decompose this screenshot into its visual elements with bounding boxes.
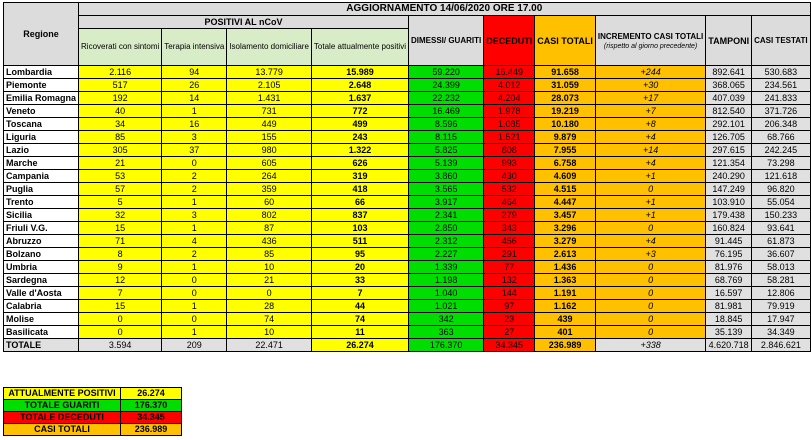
cell-dimessi: 1.021 bbox=[408, 300, 483, 313]
cell-terapia: 1 bbox=[162, 326, 227, 339]
table-row bbox=[4, 261, 811, 274]
cell-incremento: +8 bbox=[595, 118, 705, 131]
cell-deceduti: 430 bbox=[484, 170, 535, 183]
cell-ricoverati: 85 bbox=[79, 131, 162, 144]
cell-terapia: 2 bbox=[162, 170, 227, 183]
cell-casi-totali: 4.447 bbox=[535, 196, 596, 209]
region-name: Lazio bbox=[4, 144, 79, 157]
region-name: Valle d'Aosta bbox=[4, 287, 79, 300]
cell-isolamento: 449 bbox=[227, 118, 312, 131]
cell-incremento: +4 bbox=[595, 131, 705, 144]
cell-deceduti: 1.085 bbox=[484, 118, 535, 131]
cell-casi-testati: 150.233 bbox=[752, 209, 810, 222]
cell-deceduti: 279 bbox=[484, 209, 535, 222]
header-incremento-note: (rispetto al giorno precedente) bbox=[603, 42, 698, 50]
table-row bbox=[4, 131, 811, 144]
summary-value: 26.274 bbox=[121, 388, 182, 400]
cell-incremento: +1 bbox=[595, 209, 705, 222]
table-row bbox=[4, 274, 811, 287]
cell-terapia: 3 bbox=[162, 131, 227, 144]
cell-totale-positivi: 837 bbox=[311, 209, 408, 222]
cell-tamponi: 126.705 bbox=[706, 131, 752, 144]
cell-ricoverati: 305 bbox=[79, 144, 162, 157]
summary-value: 236.989 bbox=[121, 424, 182, 436]
cell-isolamento: 87 bbox=[227, 222, 312, 235]
cell-tamponi: 147.249 bbox=[706, 183, 752, 196]
cell-incremento: 0 bbox=[595, 222, 705, 235]
cell-terapia: 0 bbox=[162, 157, 227, 170]
cell-totale-positivi: 7 bbox=[311, 287, 408, 300]
cell-dimessi: 1.040 bbox=[408, 287, 483, 300]
header-dimessi: DIMESSI/ GUARITI bbox=[408, 16, 483, 66]
table-row bbox=[4, 157, 811, 170]
cell-casi-totali: 1.191 bbox=[535, 287, 596, 300]
cell-incremento: 0 bbox=[595, 326, 705, 339]
cell-tamponi: 297.615 bbox=[706, 144, 752, 157]
cell-deceduti: 144 bbox=[484, 287, 535, 300]
cell-casi-testati: 241.833 bbox=[752, 92, 810, 105]
cell-terapia: 1 bbox=[162, 300, 227, 313]
cell-casi-testati: 206.348 bbox=[752, 118, 810, 131]
cell-dimessi: 8.115 bbox=[408, 131, 483, 144]
table-row bbox=[4, 66, 811, 79]
cell-ricoverati: 12 bbox=[79, 274, 162, 287]
cell-isolamento: 60 bbox=[227, 196, 312, 209]
cell-ricoverati: 57 bbox=[79, 183, 162, 196]
cell-casi-totali: 1.436 bbox=[535, 261, 596, 274]
region-name: Emilia Romagna bbox=[4, 92, 79, 105]
header-incremento-label: INCREMENTO CASI TOTALI bbox=[597, 31, 704, 41]
header-ricoverati: Ricoverati con sintomi bbox=[79, 29, 162, 66]
cell-casi-totali: 2.613 bbox=[535, 248, 596, 261]
cell-dimessi: 59.220 bbox=[408, 66, 483, 79]
cell-incremento: +3 bbox=[595, 248, 705, 261]
cell-incremento: +1 bbox=[595, 196, 705, 209]
cell-casi-testati: 121.618 bbox=[752, 170, 810, 183]
cell-isolamento: 21 bbox=[227, 274, 312, 287]
totals-label: TOTALE bbox=[4, 339, 79, 352]
cell-casi-totali: 3.457 bbox=[535, 209, 596, 222]
cell-ricoverati: 34 bbox=[79, 118, 162, 131]
cell-totale-positivi: 95 bbox=[311, 248, 408, 261]
totals-row bbox=[4, 339, 811, 352]
cell-totale-positivi: 20 bbox=[311, 261, 408, 274]
cell-tamponi: 18.845 bbox=[706, 313, 752, 326]
table-row bbox=[4, 287, 811, 300]
header-isolamento: Isolamento domiciliare bbox=[227, 29, 312, 66]
cell-totale-positivi: 44 bbox=[311, 300, 408, 313]
cell-casi-totali: 19.219 bbox=[535, 105, 596, 118]
cell-isolamento: 1.431 bbox=[227, 92, 312, 105]
cell-ricoverati: 32 bbox=[79, 209, 162, 222]
cell-deceduti: 808 bbox=[484, 144, 535, 157]
cell-terapia: 37 bbox=[162, 144, 227, 157]
cell-totale-positivi: 11 bbox=[311, 326, 408, 339]
cell-deceduti: 1.521 bbox=[484, 131, 535, 144]
cell-terapia: 1 bbox=[162, 196, 227, 209]
cell-dimessi: 16.469 bbox=[408, 105, 483, 118]
cell-casi-totali: 3.279 bbox=[535, 235, 596, 248]
cell-deceduti: 97 bbox=[484, 300, 535, 313]
region-name: Liguria bbox=[4, 131, 79, 144]
totals-dimessi: 176.370 bbox=[408, 339, 483, 352]
cell-tamponi: 368.065 bbox=[706, 79, 752, 92]
cell-terapia: 1 bbox=[162, 105, 227, 118]
summary-value: 34.345 bbox=[121, 412, 182, 424]
region-name: Puglia bbox=[4, 183, 79, 196]
table-row bbox=[4, 248, 811, 261]
table-row bbox=[4, 79, 811, 92]
cell-casi-testati: 36.607 bbox=[752, 248, 810, 261]
cell-dimessi: 22.232 bbox=[408, 92, 483, 105]
cell-dimessi: 1.198 bbox=[408, 274, 483, 287]
region-name: Umbria bbox=[4, 261, 79, 274]
cell-totale-positivi: 772 bbox=[311, 105, 408, 118]
table-row bbox=[4, 196, 811, 209]
cell-deceduti: 532 bbox=[484, 183, 535, 196]
region-name: Marche bbox=[4, 157, 79, 170]
table-row bbox=[4, 144, 811, 157]
summary-row bbox=[4, 400, 182, 412]
cell-totale-positivi: 66 bbox=[311, 196, 408, 209]
cell-casi-totali: 91.658 bbox=[535, 66, 596, 79]
cell-casi-totali: 7.955 bbox=[535, 144, 596, 157]
cell-tamponi: 81.981 bbox=[706, 300, 752, 313]
region-name: Piemonte bbox=[4, 79, 79, 92]
cell-incremento: 0 bbox=[595, 261, 705, 274]
cell-totale-positivi: 33 bbox=[311, 274, 408, 287]
cell-dimessi: 2.312 bbox=[408, 235, 483, 248]
cell-casi-totali: 6.758 bbox=[535, 157, 596, 170]
cell-isolamento: 2.105 bbox=[227, 79, 312, 92]
header-totale-positivi: Totale attualmente positivi bbox=[311, 29, 408, 66]
cell-totale-positivi: 319 bbox=[311, 170, 408, 183]
cell-casi-testati: 96.820 bbox=[752, 183, 810, 196]
cell-totale-positivi: 103 bbox=[311, 222, 408, 235]
cell-deceduti: 993 bbox=[484, 157, 535, 170]
cell-incremento: 0 bbox=[595, 300, 705, 313]
cell-tamponi: 81.976 bbox=[706, 261, 752, 274]
cell-terapia: 16 bbox=[162, 118, 227, 131]
cell-dimessi: 2.850 bbox=[408, 222, 483, 235]
cell-casi-testati: 55.054 bbox=[752, 196, 810, 209]
cell-ricoverati: 15 bbox=[79, 300, 162, 313]
cell-casi-totali: 4.609 bbox=[535, 170, 596, 183]
cell-isolamento: 155 bbox=[227, 131, 312, 144]
cell-dimessi: 24.399 bbox=[408, 79, 483, 92]
cell-casi-testati: 17.947 bbox=[752, 313, 810, 326]
cell-incremento: +4 bbox=[595, 235, 705, 248]
totals-testati: 2.846.621 bbox=[752, 339, 810, 352]
cell-incremento: +1 bbox=[595, 170, 705, 183]
region-name: Trento bbox=[4, 196, 79, 209]
cell-dimessi: 2.227 bbox=[408, 248, 483, 261]
cell-terapia: 94 bbox=[162, 66, 227, 79]
cell-dimessi: 2.341 bbox=[408, 209, 483, 222]
cell-casi-totali: 4.515 bbox=[535, 183, 596, 196]
cell-dimessi: 5.825 bbox=[408, 144, 483, 157]
cell-terapia: 1 bbox=[162, 222, 227, 235]
cell-totale-positivi: 2.648 bbox=[311, 79, 408, 92]
table-row bbox=[4, 118, 811, 131]
cell-casi-testati: 93.641 bbox=[752, 222, 810, 235]
cell-incremento: 0 bbox=[595, 287, 705, 300]
cell-ricoverati: 71 bbox=[79, 235, 162, 248]
cell-totale-positivi: 15.989 bbox=[311, 66, 408, 79]
cell-isolamento: 359 bbox=[227, 183, 312, 196]
cell-terapia: 4 bbox=[162, 235, 227, 248]
cell-tamponi: 812.540 bbox=[706, 105, 752, 118]
totals-isolamento: 22.471 bbox=[227, 339, 312, 352]
cell-casi-testati: 371.726 bbox=[752, 105, 810, 118]
cell-casi-testati: 61.873 bbox=[752, 235, 810, 248]
cell-isolamento: 10 bbox=[227, 326, 312, 339]
cell-isolamento: 0 bbox=[227, 287, 312, 300]
cell-terapia: 2 bbox=[162, 183, 227, 196]
table-row bbox=[4, 235, 811, 248]
header-incremento bbox=[595, 16, 705, 66]
cell-ricoverati: 21 bbox=[79, 157, 162, 170]
cell-deceduti: 132 bbox=[484, 274, 535, 287]
cell-ricoverati: 0 bbox=[79, 313, 162, 326]
header-casi-totali: CASI TOTALI bbox=[535, 16, 596, 66]
cell-casi-testati: 73.298 bbox=[752, 157, 810, 170]
header-regione: Regione bbox=[4, 3, 79, 66]
cell-tamponi: 35.139 bbox=[706, 326, 752, 339]
cell-dimessi: 363 bbox=[408, 326, 483, 339]
table-row bbox=[4, 92, 811, 105]
cell-tamponi: 103.910 bbox=[706, 196, 752, 209]
cell-deceduti: 4.012 bbox=[484, 79, 535, 92]
cell-casi-testati: 34.349 bbox=[752, 326, 810, 339]
summary-row bbox=[4, 424, 182, 436]
cell-ricoverati: 8 bbox=[79, 248, 162, 261]
region-name: Toscana bbox=[4, 118, 79, 131]
cell-isolamento: 10 bbox=[227, 261, 312, 274]
header-terapia: Terapia intensiva bbox=[162, 29, 227, 66]
cell-terapia: 3 bbox=[162, 209, 227, 222]
cell-casi-testati: 12.806 bbox=[752, 287, 810, 300]
cell-casi-testati: 242.245 bbox=[752, 144, 810, 157]
cell-deceduti: 4.204 bbox=[484, 92, 535, 105]
cell-ricoverati: 2.116 bbox=[79, 66, 162, 79]
totals-casi: 236.989 bbox=[535, 339, 596, 352]
cell-deceduti: 16.449 bbox=[484, 66, 535, 79]
region-name: Basilicata bbox=[4, 326, 79, 339]
header-positivi: POSITIVI AL nCoV bbox=[79, 16, 409, 29]
cell-ricoverati: 5 bbox=[79, 196, 162, 209]
table-row bbox=[4, 105, 811, 118]
cell-deceduti: 456 bbox=[484, 235, 535, 248]
table-row bbox=[4, 326, 811, 339]
cell-terapia: 0 bbox=[162, 274, 227, 287]
cell-isolamento: 28 bbox=[227, 300, 312, 313]
cell-isolamento: 85 bbox=[227, 248, 312, 261]
cell-casi-totali: 3.296 bbox=[535, 222, 596, 235]
cell-tamponi: 121.354 bbox=[706, 157, 752, 170]
cell-deceduti: 27 bbox=[484, 326, 535, 339]
covid-report-table bbox=[3, 2, 811, 352]
cell-deceduti: 343 bbox=[484, 222, 535, 235]
summary-table bbox=[3, 387, 182, 436]
region-name: Friuli V.G. bbox=[4, 222, 79, 235]
cell-tamponi: 160.824 bbox=[706, 222, 752, 235]
header-casi-testati: CASI TESTATI bbox=[752, 16, 810, 66]
table-row bbox=[4, 300, 811, 313]
cell-ricoverati: 9 bbox=[79, 261, 162, 274]
region-name: Bolzano bbox=[4, 248, 79, 261]
cell-totale-positivi: 1.637 bbox=[311, 92, 408, 105]
cell-casi-testati: 79.919 bbox=[752, 300, 810, 313]
summary-label: CASI TOTALI bbox=[4, 424, 121, 436]
cell-ricoverati: 53 bbox=[79, 170, 162, 183]
summary-row bbox=[4, 388, 182, 400]
cell-casi-testati: 530.683 bbox=[752, 66, 810, 79]
cell-dimessi: 342 bbox=[408, 313, 483, 326]
cell-tamponi: 892.641 bbox=[706, 66, 752, 79]
cell-casi-totali: 401 bbox=[535, 326, 596, 339]
cell-tamponi: 407.039 bbox=[706, 92, 752, 105]
cell-totale-positivi: 511 bbox=[311, 235, 408, 248]
cell-isolamento: 731 bbox=[227, 105, 312, 118]
table-row bbox=[4, 313, 811, 326]
cell-tamponi: 179.438 bbox=[706, 209, 752, 222]
cell-casi-totali: 1.363 bbox=[535, 274, 596, 287]
cell-deceduti: 464 bbox=[484, 196, 535, 209]
totals-ricoverati: 3.594 bbox=[79, 339, 162, 352]
cell-totale-positivi: 74 bbox=[311, 313, 408, 326]
cell-deceduti: 291 bbox=[484, 248, 535, 261]
cell-incremento: +244 bbox=[595, 66, 705, 79]
cell-terapia: 2 bbox=[162, 248, 227, 261]
cell-isolamento: 264 bbox=[227, 170, 312, 183]
cell-tamponi: 16.597 bbox=[706, 287, 752, 300]
summary-row bbox=[4, 412, 182, 424]
cell-isolamento: 436 bbox=[227, 235, 312, 248]
cell-incremento: +7 bbox=[595, 105, 705, 118]
region-name: Calabria bbox=[4, 300, 79, 313]
cell-dimessi: 8.596 bbox=[408, 118, 483, 131]
cell-totale-positivi: 243 bbox=[311, 131, 408, 144]
cell-isolamento: 802 bbox=[227, 209, 312, 222]
cell-casi-testati: 234.561 bbox=[752, 79, 810, 92]
regions-body bbox=[4, 66, 811, 339]
summary-label: TOTALE GUARITI bbox=[4, 400, 121, 412]
cell-deceduti: 23 bbox=[484, 313, 535, 326]
cell-tamponi: 91.445 bbox=[706, 235, 752, 248]
cell-dimessi: 5.139 bbox=[408, 157, 483, 170]
table-row bbox=[4, 209, 811, 222]
summary-body bbox=[4, 388, 182, 436]
cell-dimessi: 1.339 bbox=[408, 261, 483, 274]
cell-totale-positivi: 1.322 bbox=[311, 144, 408, 157]
totals-tamponi: 4.620.718 bbox=[706, 339, 752, 352]
summary-value: 176.370 bbox=[121, 400, 182, 412]
cell-incremento: 0 bbox=[595, 313, 705, 326]
summary-label: ATTUALMENTE POSITIVI bbox=[4, 388, 121, 400]
region-name: Veneto bbox=[4, 105, 79, 118]
cell-dimessi: 3.860 bbox=[408, 170, 483, 183]
cell-isolamento: 74 bbox=[227, 313, 312, 326]
cell-incremento: +4 bbox=[595, 157, 705, 170]
cell-casi-testati: 58.013 bbox=[752, 261, 810, 274]
cell-totale-positivi: 499 bbox=[311, 118, 408, 131]
totals-totale: 26.274 bbox=[311, 339, 408, 352]
cell-incremento: +17 bbox=[595, 92, 705, 105]
cell-tamponi: 292.101 bbox=[706, 118, 752, 131]
cell-casi-totali: 28.073 bbox=[535, 92, 596, 105]
summary-label: TOTALE DECEDUTI bbox=[4, 412, 121, 424]
cell-isolamento: 13.779 bbox=[227, 66, 312, 79]
cell-terapia: 1 bbox=[162, 261, 227, 274]
cell-ricoverati: 0 bbox=[79, 326, 162, 339]
cell-casi-testati: 68.766 bbox=[752, 131, 810, 144]
cell-ricoverati: 15 bbox=[79, 222, 162, 235]
totals-terapia: 209 bbox=[162, 339, 227, 352]
cell-deceduti: 77 bbox=[484, 261, 535, 274]
cell-terapia: 14 bbox=[162, 92, 227, 105]
cell-terapia: 0 bbox=[162, 313, 227, 326]
cell-tamponi: 240.290 bbox=[706, 170, 752, 183]
totals-incremento: +338 bbox=[595, 339, 705, 352]
cell-ricoverati: 517 bbox=[79, 79, 162, 92]
cell-terapia: 0 bbox=[162, 287, 227, 300]
totals-deceduti: 34.345 bbox=[484, 339, 535, 352]
table-row bbox=[4, 183, 811, 196]
report-title: AGGIORNAMENTO 14/06/2020 ORE 17.00 bbox=[79, 3, 811, 16]
cell-isolamento: 605 bbox=[227, 157, 312, 170]
region-name: Sicilia bbox=[4, 209, 79, 222]
cell-casi-totali: 1.162 bbox=[535, 300, 596, 313]
region-name: Abruzzo bbox=[4, 235, 79, 248]
cell-casi-totali: 31.059 bbox=[535, 79, 596, 92]
cell-deceduti: 1.978 bbox=[484, 105, 535, 118]
cell-ricoverati: 40 bbox=[79, 105, 162, 118]
cell-casi-totali: 439 bbox=[535, 313, 596, 326]
cell-casi-totali: 9.879 bbox=[535, 131, 596, 144]
cell-ricoverati: 7 bbox=[79, 287, 162, 300]
cell-incremento: 0 bbox=[595, 274, 705, 287]
cell-incremento: +14 bbox=[595, 144, 705, 157]
header-deceduti: DECEDUTI bbox=[484, 16, 535, 66]
cell-isolamento: 980 bbox=[227, 144, 312, 157]
region-name: Lombardia bbox=[4, 66, 79, 79]
region-name: Campania bbox=[4, 170, 79, 183]
table-row bbox=[4, 170, 811, 183]
cell-dimessi: 3.917 bbox=[408, 196, 483, 209]
cell-incremento: 0 bbox=[595, 183, 705, 196]
table-row bbox=[4, 222, 811, 235]
cell-dimessi: 3.565 bbox=[408, 183, 483, 196]
region-name: Molise bbox=[4, 313, 79, 326]
cell-casi-testati: 58.281 bbox=[752, 274, 810, 287]
cell-casi-totali: 10.180 bbox=[535, 118, 596, 131]
cell-tamponi: 68.769 bbox=[706, 274, 752, 287]
cell-tamponi: 76.195 bbox=[706, 248, 752, 261]
cell-terapia: 26 bbox=[162, 79, 227, 92]
region-name: Sardegna bbox=[4, 274, 79, 287]
cell-ricoverati: 192 bbox=[79, 92, 162, 105]
cell-incremento: +30 bbox=[595, 79, 705, 92]
cell-totale-positivi: 418 bbox=[311, 183, 408, 196]
header-tamponi: TAMPONI bbox=[706, 16, 752, 66]
cell-totale-positivi: 626 bbox=[311, 157, 408, 170]
